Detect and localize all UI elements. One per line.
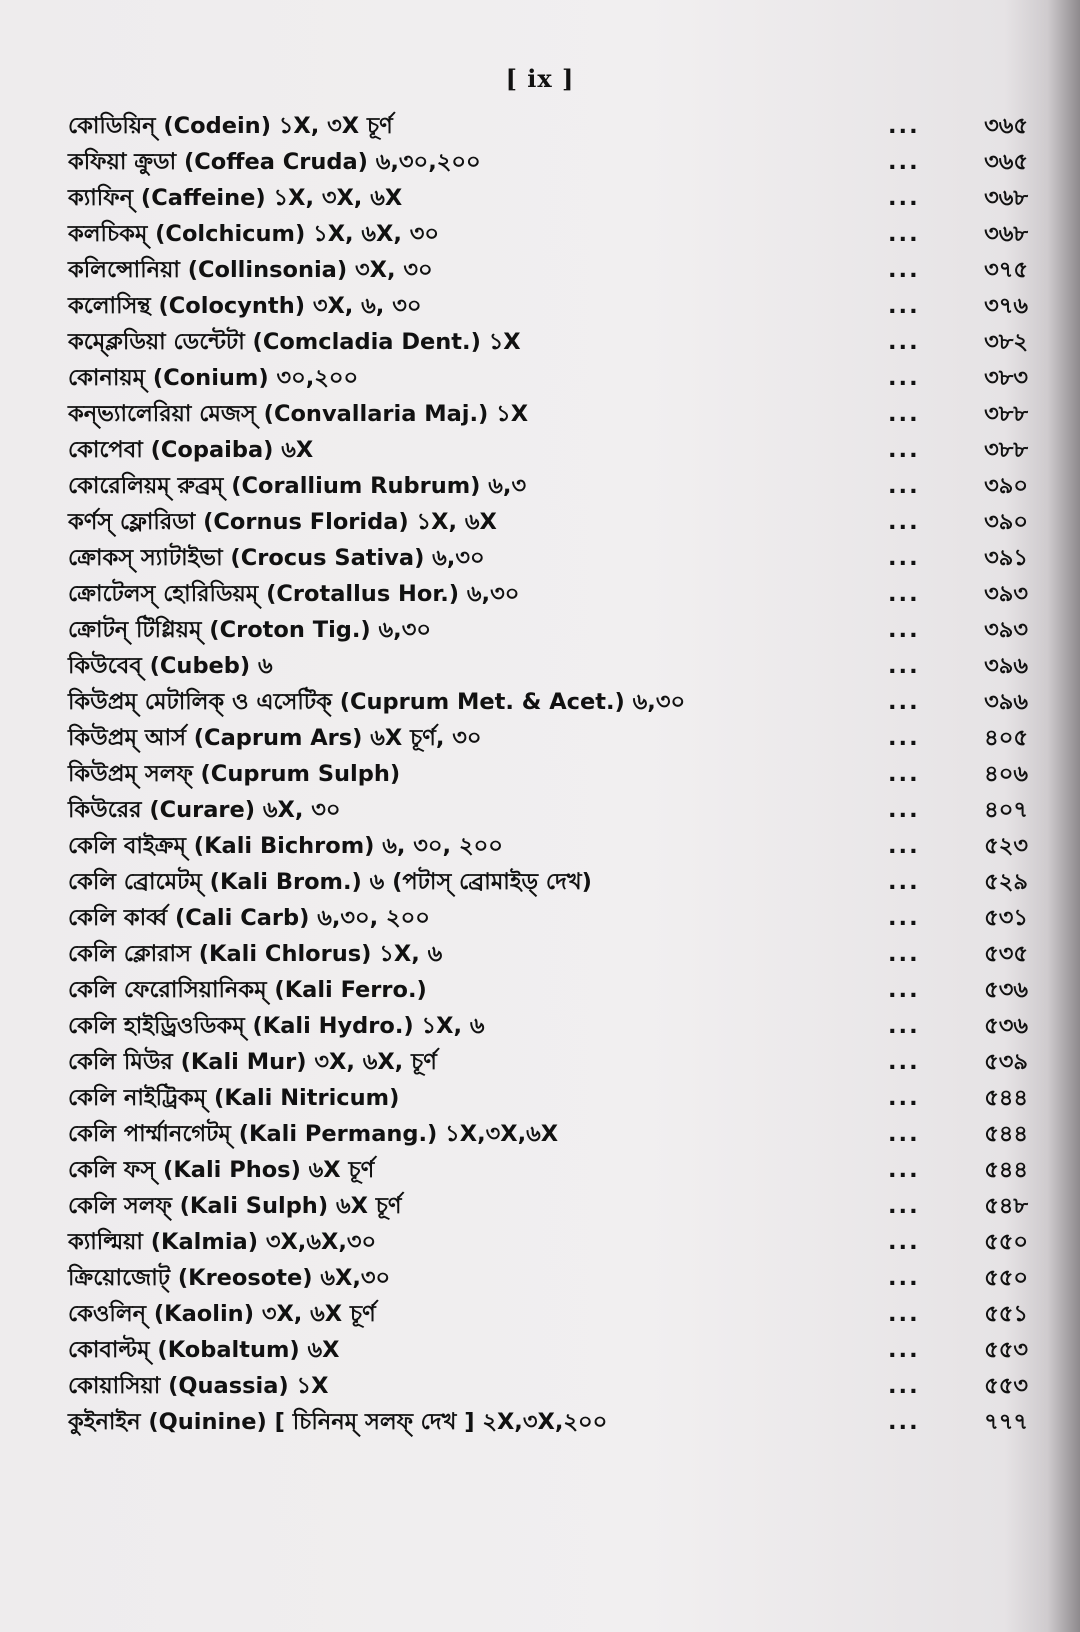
entry-leader-dots: ... <box>888 257 920 283</box>
entry-page-number: ৩৯৩ <box>984 581 1028 607</box>
entry-leader-dots: ... <box>888 653 920 679</box>
entry-name: কিউপ্রম্ সলফ্ (Cuprum Sulph) <box>68 761 401 787</box>
index-entry <box>68 1404 1028 1440</box>
entry-name: কোরেলিয়ম্ রুব্রম্ (Corallium Rubrum) ৬,৩ <box>68 473 527 499</box>
entry-name: কেলি ফস্ (Kali Phos) ৬X চূর্ণ <box>68 1157 375 1183</box>
index-entry <box>68 252 1028 288</box>
entry-name: কন্ভ্যালেরিয়া মেজস্ (Convallaria Maj.) ১X <box>68 401 529 427</box>
entry-leader-dots: ... <box>888 1013 920 1039</box>
index-entry <box>68 1116 1028 1152</box>
entry-name: কেলি কার্ব্ব (Cali Carb) ৬,৩০, ২০০ <box>68 905 430 931</box>
index-entry <box>68 360 1028 396</box>
entry-leader-dots: ... <box>888 941 920 967</box>
entry-leader-dots: ... <box>888 869 920 895</box>
entry-leader-dots: ... <box>888 761 920 787</box>
entry-name: কেলি পার্ম্মানগেটম্ (Kali Permang.) ১X,৩X,৬X <box>68 1121 559 1147</box>
entry-page-number: ৩৬৫ <box>984 113 1028 139</box>
entry-page-number: ৫৩৯ <box>984 1049 1028 1075</box>
entry-page-number: ৫৫০ <box>984 1265 1028 1291</box>
entry-name: কলচিকম্ (Colchicum) ১X, ৬X, ৩০ <box>68 221 440 247</box>
entry-page-number: ৩৯৬ <box>984 689 1028 715</box>
entry-leader-dots: ... <box>888 329 920 355</box>
index-entry <box>68 1188 1028 1224</box>
entry-name: কোডিয়িন্ (Codein) ১X, ৩X চূর্ণ <box>68 113 393 139</box>
page-number-header: [ ix ] <box>505 64 575 93</box>
entry-leader-dots: ... <box>888 221 920 247</box>
entry-leader-dots: ... <box>888 545 920 571</box>
entry-page-number: ৫৪৪ <box>984 1085 1028 1111</box>
entry-name: কুইনাইন (Quinine) [ চিনিনম্ সলফ্ দেখ ] ২X,৩X,২০০ <box>68 1409 608 1435</box>
entry-page-number: ৫৪৮ <box>984 1193 1028 1219</box>
entry-name: কলিন্সোনিয়া (Collinsonia) ৩X, ৩০ <box>68 257 433 283</box>
index-entry <box>68 684 1028 720</box>
entry-leader-dots: ... <box>888 1373 920 1399</box>
entry-page-number: ৫৫১ <box>984 1301 1028 1327</box>
entry-leader-dots: ... <box>888 1409 920 1435</box>
entry-name: কিউবেব্ (Cubeb) ৬ <box>68 653 273 679</box>
index-entry <box>68 144 1028 180</box>
index-entry <box>68 1296 1028 1332</box>
entry-name: কোবাল্টম্ (Kobaltum) ৬X <box>68 1337 340 1363</box>
entry-page-number: ৩৮২ <box>984 329 1028 355</box>
entry-name: ক্যাফিন্ (Caffeine) ১X, ৩X, ৬X <box>68 185 403 211</box>
entry-leader-dots: ... <box>888 1157 920 1183</box>
entry-name: কেলি বাইক্রম্ (Kali Bichrom) ৬, ৩০, ২০০ <box>68 833 503 859</box>
entry-page-number: ৫৫৩ <box>984 1337 1028 1363</box>
entry-leader-dots: ... <box>888 581 920 607</box>
entry-name: কিউরের (Curare) ৬X, ৩০ <box>68 797 341 823</box>
entry-leader-dots: ... <box>888 149 920 175</box>
entry-page-number: ৩৯০ <box>984 473 1028 499</box>
entry-page-number: ৪০৫ <box>984 725 1028 751</box>
entry-leader-dots: ... <box>888 1049 920 1075</box>
index-entry <box>68 396 1028 432</box>
entry-leader-dots: ... <box>888 725 920 751</box>
entry-leader-dots: ... <box>888 617 920 643</box>
entry-name: কেলি সলফ্ (Kali Sulph) ৬X চূর্ণ <box>68 1193 402 1219</box>
entry-page-number: ৫৫৩ <box>984 1373 1028 1399</box>
entry-name: ক্রোটেলস্ হোরিডিয়ম্ (Crotallus Hor.) ৬,৩০ <box>68 581 520 607</box>
entry-name: কেওলিন্ (Kaolin) ৩X, ৬X চূর্ণ <box>68 1301 376 1327</box>
entry-name: ক্যাল্মিয়া (Kalmia) ৩X,৬X,৩০ <box>68 1229 377 1255</box>
entry-leader-dots: ... <box>888 185 920 211</box>
entry-name: কফিয়া ক্রুডা (Coffea Cruda) ৬,৩০,২০০ <box>68 149 481 175</box>
index-list <box>68 108 1028 1440</box>
entry-page-number: ৩৮৩ <box>984 365 1028 391</box>
entry-leader-dots: ... <box>888 1121 920 1147</box>
entry-name: কোয়াসিয়া (Quassia) ১X <box>68 1373 329 1399</box>
entry-name: কম্ক্লেডিয়া ডেন্টেটা (Comcladia Dent.) ১X <box>68 329 521 355</box>
entry-leader-dots: ... <box>888 689 920 715</box>
entry-page-number: ৫২৩ <box>984 833 1028 859</box>
entry-leader-dots: ... <box>888 1229 920 1255</box>
index-entry <box>68 324 1028 360</box>
index-entry <box>68 792 1028 828</box>
entry-page-number: ৩৮৮ <box>984 401 1028 427</box>
entry-page-number: ৫৩৬ <box>984 1013 1028 1039</box>
entry-page-number: ৫৪৪ <box>984 1157 1028 1183</box>
entry-leader-dots: ... <box>888 365 920 391</box>
entry-leader-dots: ... <box>888 113 920 139</box>
entry-leader-dots: ... <box>888 401 920 427</box>
entry-page-number: ৩৬৮ <box>984 221 1028 247</box>
entry-leader-dots: ... <box>888 1085 920 1111</box>
entry-leader-dots: ... <box>888 293 920 319</box>
index-entry <box>68 900 1028 936</box>
entry-leader-dots: ... <box>888 1265 920 1291</box>
entry-leader-dots: ... <box>888 509 920 535</box>
index-entry <box>68 756 1028 792</box>
entry-name: কোনায়ম্ (Conium) ৩০,২০০ <box>68 365 359 391</box>
entry-name: কর্ণস্ ফ্লোরিডা (Cornus Florida) ১X, ৬X <box>68 509 497 535</box>
entry-name: কোপেবা (Copaiba) ৬X <box>68 437 314 463</box>
entry-page-number: ৩৯৩ <box>984 617 1028 643</box>
index-entry <box>68 1260 1028 1296</box>
entry-name: ক্রিয়োজোট্ (Kreosote) ৬X,৩০ <box>68 1265 391 1291</box>
entry-name: ক্রোকস্ স্যাটাইভা (Crocus Sativa) ৬,৩০ <box>68 545 485 571</box>
entry-name: কেলি ব্রোমেটম্ (Kali Brom.) ৬ (পটাস্ ব্রোমাইড্ দেখ) <box>68 869 592 895</box>
entry-name: কেলি ফেরোসিয়ানিকম্ (Kali Ferro.) <box>68 977 427 1003</box>
entry-page-number: ৩৯০ <box>984 509 1028 535</box>
entry-page-number: ৪০৬ <box>984 761 1028 787</box>
entry-name: কেলি নাইট্রিকম্ (Kali Nitricum) <box>68 1085 400 1111</box>
index-entry <box>68 648 1028 684</box>
entry-page-number: ৩৯১ <box>984 545 1028 571</box>
index-entry <box>68 1224 1028 1260</box>
index-entry <box>68 540 1028 576</box>
entry-page-number: ৩৬৫ <box>984 149 1028 175</box>
index-entry <box>68 864 1028 900</box>
entry-leader-dots: ... <box>888 1301 920 1327</box>
entry-page-number: ৭৭৭ <box>984 1409 1028 1435</box>
index-entry <box>68 1080 1028 1116</box>
entry-name: কেলি ক্লোরাস (Kali Chlorus) ১X, ৬ <box>68 941 443 967</box>
index-entry <box>68 828 1028 864</box>
index-entry <box>68 576 1028 612</box>
entry-leader-dots: ... <box>888 797 920 823</box>
entry-name: কেলি মিউর (Kali Mur) ৩X, ৬X, চূর্ণ <box>68 1049 437 1075</box>
entry-leader-dots: ... <box>888 1193 920 1219</box>
entry-name: ক্রোটন্ টিগ্লিয়ম্ (Croton Tig.) ৬,৩০ <box>68 617 431 643</box>
entry-leader-dots: ... <box>888 473 920 499</box>
index-entry <box>68 972 1028 1008</box>
entry-leader-dots: ... <box>888 977 920 1003</box>
index-entry <box>68 1152 1028 1188</box>
entry-leader-dots: ... <box>888 437 920 463</box>
index-entry <box>68 468 1028 504</box>
index-entry <box>68 1008 1028 1044</box>
entry-page-number: ৫২৯ <box>984 869 1028 895</box>
index-entry <box>68 180 1028 216</box>
entry-page-number: ৩৯৬ <box>984 653 1028 679</box>
index-entry <box>68 1044 1028 1080</box>
index-entry <box>68 720 1028 756</box>
index-entry <box>68 504 1028 540</box>
index-entry <box>68 1368 1028 1404</box>
entry-page-number: ৩৬৮ <box>984 185 1028 211</box>
index-entry <box>68 108 1028 144</box>
entry-page-number: ৫৩৫ <box>984 941 1028 967</box>
entry-leader-dots: ... <box>888 1337 920 1363</box>
entry-name: কেলি হাইড্রিওডিকম্ (Kali Hydro.) ১X, ৬ <box>68 1013 485 1039</box>
entry-page-number: ৩৮৮ <box>984 437 1028 463</box>
index-entry <box>68 216 1028 252</box>
entry-leader-dots: ... <box>888 905 920 931</box>
entry-page-number: ৫৫০ <box>984 1229 1028 1255</box>
entry-name: কিউপ্রম্ মেটালিক্ ও এসেটিক্ (Cuprum Met. & Acet.) ৬,৩০ <box>68 689 686 715</box>
entry-leader-dots: ... <box>888 833 920 859</box>
entry-page-number: ৫৩৬ <box>984 977 1028 1003</box>
index-entry <box>68 612 1028 648</box>
index-entry <box>68 936 1028 972</box>
entry-name: কিউপ্রম্ আর্স (Caprum Ars) ৬X চূর্ণ, ৩০ <box>68 725 482 751</box>
entry-name: কলোসিন্থ (Colocynth) ৩X, ৬, ৩০ <box>68 293 422 319</box>
entry-page-number: ৫৪৪ <box>984 1121 1028 1147</box>
entry-page-number: ৫৩১ <box>984 905 1028 931</box>
entry-page-number: ৩৭৬ <box>984 293 1028 319</box>
index-entry <box>68 288 1028 324</box>
index-entry <box>68 432 1028 468</box>
entry-page-number: ৪০৭ <box>984 797 1028 823</box>
entry-page-number: ৩৭৫ <box>984 257 1028 283</box>
index-entry <box>68 1332 1028 1368</box>
